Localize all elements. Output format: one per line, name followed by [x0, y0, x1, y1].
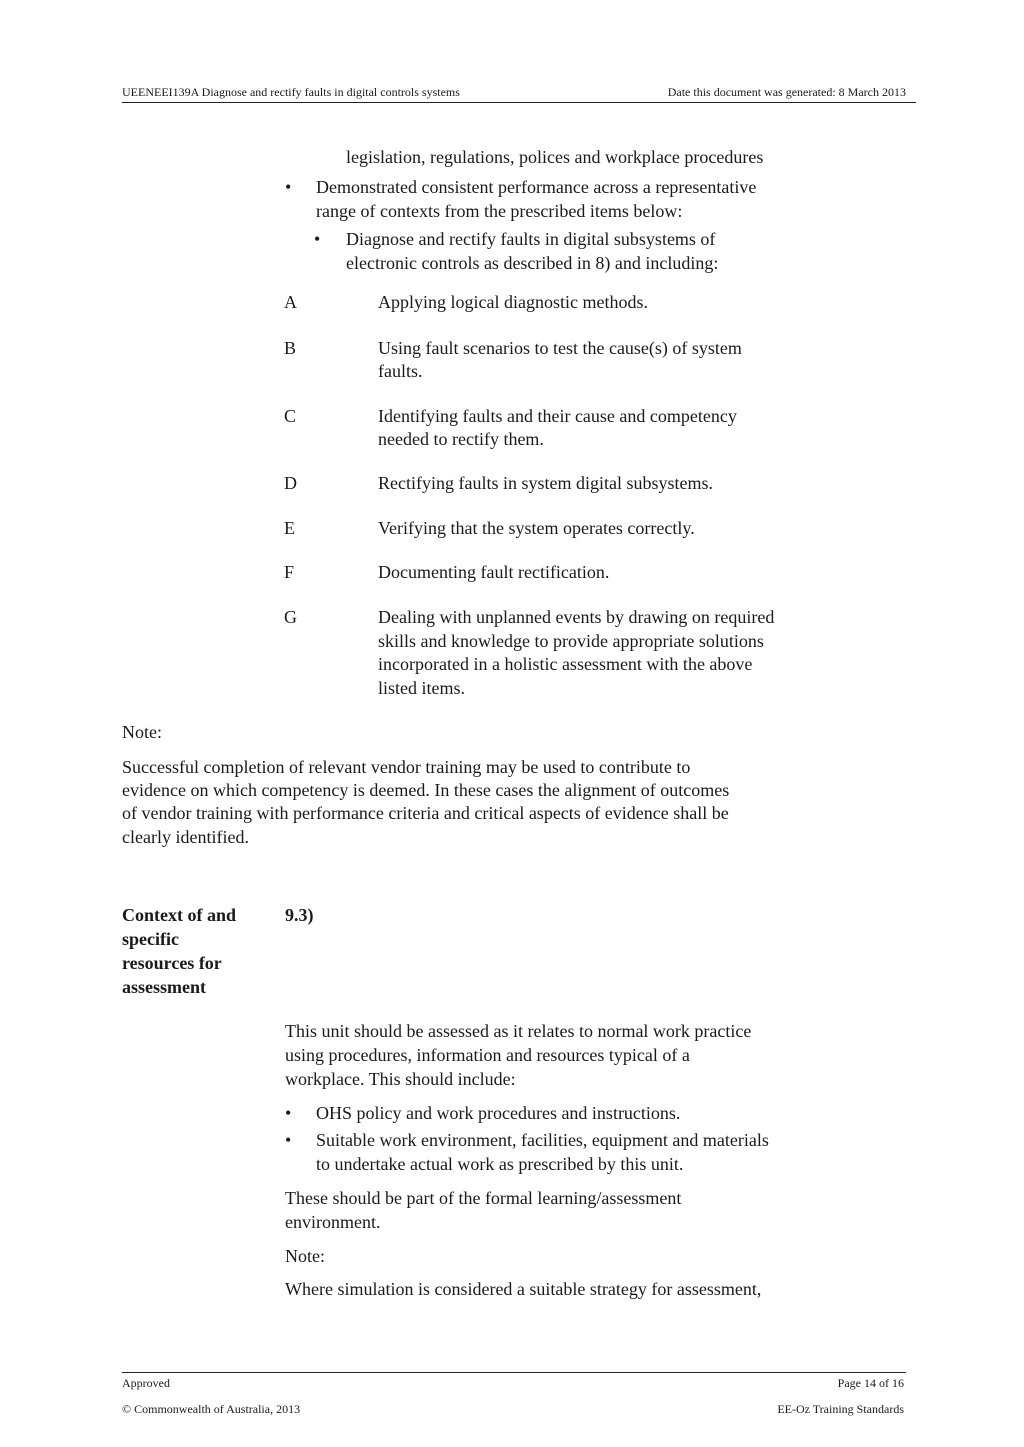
section-heading: specific [122, 929, 179, 949]
bullet-dot-icon: • [285, 177, 292, 197]
section-number: 9.3) [285, 905, 314, 925]
header-unit-title: UEENEEI139A Diagnose and rectify faults in digital controls systems [122, 85, 460, 99]
context-para: This unit should be assessed as it relates to normal work practice [285, 1021, 752, 1041]
section-heading: resources for [122, 953, 222, 973]
item-text: Dealing with unplanned events by drawing on required [378, 607, 775, 627]
bullet-dot-icon: • [285, 1103, 292, 1123]
footer-status: Approved [122, 1376, 170, 1390]
item-text: needed to rectify them. [378, 429, 544, 449]
item-text: listed items. [378, 678, 465, 698]
subbullet-line1: Diagnose and rectify faults in digital subsystems of [346, 229, 716, 249]
item-text: Applying logical diagnostic methods. [378, 292, 648, 312]
item-text: Rectifying faults in system digital subsystems. [378, 473, 713, 493]
footer-publisher: EE-Oz Training Standards [777, 1402, 904, 1416]
continuation-line: legislation, regulations, polices and workplace procedures [346, 147, 764, 167]
note-text: evidence on which competency is deemed. In these cases the alignment of outcomes [122, 780, 730, 800]
item-text: incorporated in a holistic assessment with the above [378, 654, 753, 674]
header-date: Date this document was generated: 8 March 2013 [667, 85, 906, 99]
item-text: Identifying faults and their cause and competency [378, 406, 737, 426]
note-text: Successful completion of relevant vendor training may be used to contribute to [122, 757, 691, 777]
item-letter: E [284, 518, 295, 538]
context-bullet: Suitable work environment, facilities, equipment and materials [316, 1130, 769, 1150]
bullet1-line2: range of contexts from the prescribed items below: [316, 201, 683, 221]
footer-page-number: Page 14 of 16 [837, 1376, 904, 1390]
page-header [122, 84, 916, 103]
bullet1-line1: Demonstrated consistent performance across a representative [316, 177, 757, 197]
item-letter: B [284, 338, 297, 358]
context-para: using procedures, information and resources typical of a [285, 1045, 690, 1065]
section-heading: assessment [122, 977, 206, 997]
item-text: faults. [378, 361, 423, 381]
item-letter: C [284, 406, 297, 426]
item-text: Documenting fault rectification. [378, 562, 610, 582]
footer-divider [122, 1372, 906, 1373]
context-note-label: Note: [285, 1246, 325, 1266]
item-letter: A [284, 292, 297, 312]
footer-copyright: © Commonwealth of Australia, 2013 [122, 1402, 301, 1416]
item-text: skills and knowledge to provide appropriate solutions [378, 631, 764, 651]
bullet-dot-icon: • [285, 1130, 292, 1150]
context-bullet: OHS policy and work procedures and instructions. [316, 1103, 681, 1123]
item-text: Using fault scenarios to test the cause(s) of system [378, 338, 742, 358]
subbullet-line2: electronic controls as described in 8) and including: [346, 253, 719, 273]
context-after: environment. [285, 1212, 381, 1232]
context-bullet: to undertake actual work as prescribed by this unit. [316, 1154, 684, 1174]
item-letter: F [284, 562, 295, 582]
item-letter: D [284, 473, 297, 493]
note-text: clearly identified. [122, 827, 249, 847]
item-letter: G [284, 607, 297, 627]
item-text: Verifying that the system operates correctly. [378, 518, 695, 538]
note-label: Note: [122, 722, 162, 742]
context-last-line: Where simulation is considered a suitable strategy for assessment, [285, 1279, 762, 1299]
note-text: of vendor training with performance criteria and critical aspects of evidence shall be [122, 803, 729, 823]
bullet-dot-icon: • [314, 229, 321, 249]
context-after: These should be part of the formal learning/assessment [285, 1188, 682, 1208]
context-para: workplace. This should include: [285, 1069, 516, 1089]
section-heading: Context of and [122, 905, 237, 925]
